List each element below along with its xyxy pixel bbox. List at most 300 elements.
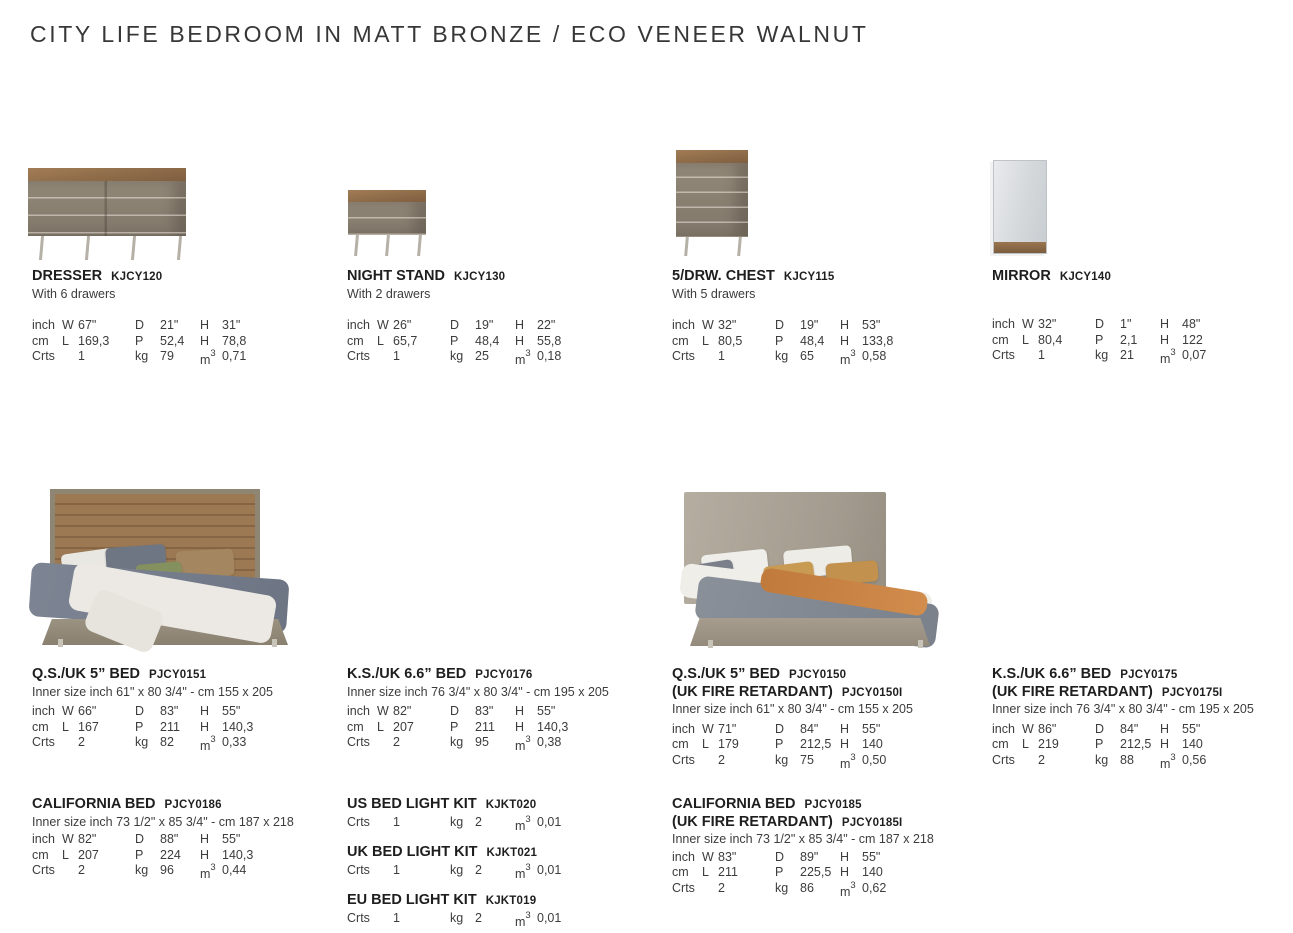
dresser-leg [177, 236, 182, 260]
volume-value: 0,18 [537, 349, 562, 363]
cube-sup: 3 [210, 862, 216, 873]
weight-cell [450, 735, 515, 755]
product-title [32, 268, 340, 286]
width-cell [702, 722, 775, 738]
dim-value: 55" [1182, 721, 1201, 736]
spec-table [672, 722, 980, 773]
dim-value: 2,1 [1120, 332, 1138, 347]
width-cell [1022, 317, 1095, 333]
spec-row-inch [672, 318, 980, 334]
dim-value: 55" [537, 704, 556, 718]
dim-value: 1" [1120, 317, 1132, 331]
spec-row-cm [992, 333, 1293, 349]
dim-value: 88" [160, 832, 179, 846]
width-cell [702, 850, 775, 866]
dim-value: 140,3 [222, 719, 254, 734]
height-cell [1160, 722, 1200, 738]
dim-value: 83" [160, 704, 179, 718]
cube-sup: 3 [525, 909, 531, 921]
spec-row-cm [672, 865, 980, 881]
depth-cell [775, 737, 840, 753]
m-letter: m [1160, 352, 1171, 367]
dim-value: 26" [393, 318, 412, 332]
spec-table [992, 722, 1293, 773]
inner-size: Inner size inch 73 1/2" x 85 3/4" - cm 187 x 218 [32, 814, 294, 829]
chest-top [676, 150, 748, 163]
kg-label: kg [450, 349, 464, 363]
product-code: KJCY115 [783, 271, 835, 283]
cartons-cell [377, 863, 450, 883]
product-code: PJCY0175 [1120, 669, 1178, 681]
volume-value: 0,38 [537, 735, 562, 749]
weight-value: 75 [800, 752, 814, 767]
cartons-value: 1 [718, 349, 725, 363]
m3-label [515, 863, 537, 883]
dim-letter: L [62, 719, 69, 734]
dim-letter: D [1095, 721, 1105, 736]
product-code2: PJCY0150I [841, 686, 903, 699]
dresser-top [28, 168, 186, 181]
dim-letter: W [62, 832, 74, 846]
product-code: KJCY140 [1059, 271, 1112, 283]
dim-letter: H [1160, 332, 1170, 347]
weight-value: 25 [475, 349, 489, 363]
product-title [672, 796, 980, 814]
inner-size: Inner size inch 73 1/2" x 85 3/4" - cm 187 x 218 [672, 832, 934, 846]
weight-value: 79 [160, 349, 174, 363]
nightstand-top [348, 190, 426, 202]
dim-letter [702, 753, 718, 773]
m3-label [200, 735, 222, 755]
spec-row-crts [672, 753, 980, 773]
kg-label: kg [775, 752, 789, 767]
volume-cell [515, 349, 561, 369]
dim-letter: W [377, 704, 389, 718]
m3-label [515, 815, 537, 835]
cartons-value: 2 [718, 752, 725, 767]
dim-value: 65,7 [393, 333, 418, 348]
dim-letter: H [1160, 737, 1170, 751]
unit-label: inch [992, 317, 1015, 331]
nightstand-leg [417, 235, 422, 256]
kg-label: kg [450, 862, 464, 877]
depth-cell [1095, 737, 1160, 753]
dim-letter: H [200, 847, 210, 862]
unit-label: cm [347, 719, 364, 734]
cartons-value: 1 [393, 862, 400, 877]
depth-cell [775, 722, 840, 738]
unit-label: cm [32, 847, 49, 862]
height-cell [200, 720, 253, 736]
dim-value: 167 [78, 719, 99, 734]
cartons-cell [1022, 753, 1095, 773]
m3-label [200, 349, 222, 369]
dim-letter: W [62, 318, 74, 332]
dim-value: 82" [78, 832, 97, 846]
dim-value: 55,8 [537, 333, 562, 348]
height-cell [515, 334, 561, 350]
nightstand-front [348, 202, 426, 235]
volume-value: 0,50 [862, 752, 887, 767]
product-title-line2 [672, 684, 980, 702]
dim-letter: H [840, 865, 850, 879]
weight-value: 21 [1120, 348, 1134, 362]
depth-cell [1095, 317, 1160, 333]
dim-letter: D [135, 832, 145, 846]
width-cell [1022, 722, 1095, 738]
height-cell [840, 865, 883, 881]
bed-image-wood-headboard [28, 487, 294, 647]
dim-value: 140 [1182, 737, 1203, 751]
m-letter: m [200, 867, 211, 882]
spec-row-crts [32, 735, 340, 755]
spec-table [672, 318, 980, 369]
width-cell [377, 720, 450, 736]
dim-value: 140,3 [537, 719, 569, 734]
cartons-value: 1 [78, 349, 85, 363]
volume-value: 0,07 [1182, 348, 1207, 362]
volume-cell [200, 735, 246, 755]
dim-letter [377, 735, 393, 755]
m3-label [515, 349, 537, 369]
chest-leg [737, 237, 742, 256]
volume-cell [840, 881, 886, 901]
cartons-value: 2 [1038, 752, 1045, 767]
unit-label: Crts [672, 880, 695, 895]
width-cell [377, 318, 450, 334]
product-code: PJCY0186 [164, 799, 222, 811]
dim-letter: H [840, 737, 850, 751]
unit-label: cm [32, 719, 49, 734]
volume-value: 0,58 [862, 349, 887, 363]
product-title [347, 892, 655, 910]
volume-value: 0,71 [222, 349, 247, 363]
width-cell [702, 865, 775, 881]
drawer-lines [676, 163, 748, 237]
depth-cell [450, 318, 515, 334]
dim-letter: L [702, 333, 709, 348]
spec-row-cm [672, 737, 980, 753]
spec-row-crts [992, 753, 1293, 773]
dresser-image [28, 168, 190, 260]
weight-value: 2 [475, 814, 482, 829]
spec-row-crts [347, 349, 655, 369]
spec-table [347, 863, 655, 883]
height-cell [1160, 737, 1203, 753]
height-cell [200, 334, 246, 350]
spec-row-cm [347, 720, 655, 736]
weight-value: 88 [1120, 752, 1134, 767]
product-subtitle: With 6 drawers [32, 286, 116, 301]
cartons-value: 2 [718, 880, 725, 895]
width-cell [1022, 333, 1095, 349]
unit-label: Crts [992, 348, 1015, 362]
bed-image-upholstered-headboard [668, 492, 944, 648]
cube-sup: 3 [1170, 751, 1176, 763]
product-name: NIGHT STAND [347, 268, 446, 284]
width-cell [702, 737, 775, 753]
dim-value: 225,5 [800, 865, 832, 879]
volume-value: 0,01 [537, 910, 562, 925]
depth-cell [135, 704, 200, 720]
cube-sup: 3 [525, 734, 531, 745]
product-block-qs-bed-fr [672, 666, 980, 772]
spec-row-crts [347, 863, 655, 883]
cube-sup: 3 [850, 348, 856, 359]
width-cell [62, 704, 135, 720]
product-code2: PJCY0175I [1161, 686, 1223, 699]
m-letter: m [515, 914, 526, 929]
unit-label: cm [672, 737, 689, 751]
dim-letter: P [135, 847, 144, 862]
kg-label: kg [135, 735, 149, 749]
cartons-cell [702, 753, 775, 773]
unit-label: Crts [32, 349, 55, 363]
dim-letter: P [135, 333, 144, 348]
nightstand-leg [354, 235, 359, 256]
cartons-cell [377, 349, 450, 369]
spec-row-inch [32, 704, 340, 720]
width-cell [62, 720, 135, 736]
width-cell [702, 318, 775, 334]
weight-value: 2 [475, 910, 482, 925]
dim-value: 32" [718, 318, 737, 332]
depth-cell [450, 720, 515, 736]
weight-cell [1095, 753, 1160, 773]
bed-foot [58, 639, 63, 647]
product-name: CALIFORNIA BED [672, 796, 796, 812]
volume-value: 0,56 [1182, 752, 1207, 767]
dim-value: 55" [222, 832, 241, 846]
dim-letter: H [840, 333, 850, 348]
depth-cell [1095, 722, 1160, 738]
dim-letter: L [62, 847, 69, 862]
chest-image [676, 150, 750, 256]
unit-label: inch [32, 318, 55, 332]
product-name2: (UK FIRE RETARDANT) [672, 813, 833, 830]
m-letter: m [200, 739, 211, 754]
dim-letter: H [200, 318, 210, 332]
dim-value: 52,4 [160, 333, 185, 348]
dim-letter: D [135, 318, 145, 332]
height-cell [840, 737, 883, 753]
unit-label: Crts [672, 349, 695, 363]
spec-row-cm [32, 848, 340, 864]
height-cell [515, 318, 555, 334]
dim-letter: H [515, 318, 525, 332]
unit-label: inch [672, 849, 695, 864]
width-cell [377, 334, 450, 350]
cartons-cell [62, 735, 135, 755]
unit-label: cm [32, 333, 49, 348]
height-cell [840, 334, 893, 350]
chest-leg [684, 237, 689, 256]
dim-value: 224 [160, 847, 181, 862]
page-title: CITY LIFE BEDROOM IN MATT BRONZE / ECO VENEER WALNUT [30, 21, 869, 48]
dim-letter: H [515, 333, 525, 348]
product-code2: PJCY0185I [841, 816, 903, 829]
spec-row-crts [32, 349, 340, 369]
unit-label: inch [347, 318, 370, 332]
weight-value: 96 [160, 863, 174, 877]
unit-label: Crts [992, 752, 1015, 767]
height-cell [515, 704, 555, 720]
m3-label [840, 349, 862, 369]
depth-cell [775, 850, 840, 866]
product-title [32, 796, 340, 814]
dim-letter [62, 349, 78, 369]
product-subtitle: With 5 drawers [672, 286, 756, 301]
product-code: KJKT021 [486, 847, 538, 859]
unit-label: Crts [347, 910, 370, 925]
cube-sup: 3 [1170, 347, 1176, 358]
m-letter: m [200, 353, 211, 368]
weight-cell [775, 349, 840, 369]
m3-label [1160, 753, 1182, 773]
product-block-california-bed-fr [672, 796, 980, 900]
dim-value: 207 [393, 719, 414, 734]
weight-value: 86 [800, 880, 814, 895]
width-cell [62, 848, 135, 864]
unit-label: inch [32, 832, 55, 846]
dim-value: 80,4 [1038, 332, 1063, 347]
volume-value: 0,01 [537, 814, 562, 829]
product-block-chest [672, 268, 980, 369]
m3-label [515, 911, 537, 931]
dim-letter: D [775, 318, 785, 332]
cube-sup: 3 [210, 348, 216, 359]
spec-row-crts [32, 863, 340, 883]
height-cell [200, 318, 240, 334]
product-code: PJCY0151 [148, 669, 207, 681]
product-code: PJCY0150 [788, 669, 847, 681]
dim-value: 48,4 [475, 333, 500, 348]
dim-value: 140 [862, 865, 883, 879]
dim-letter: P [775, 333, 784, 348]
dim-letter: P [775, 737, 784, 751]
dresser-front [28, 181, 186, 236]
dim-value: 48" [1182, 317, 1201, 331]
kg-label: kg [1095, 348, 1109, 362]
cube-sup: 3 [525, 813, 531, 825]
product-block-nightstand [347, 268, 655, 369]
depth-cell [450, 334, 515, 350]
spec-row-inch [672, 722, 980, 738]
dim-value: 86" [1038, 721, 1057, 736]
product-name: K.S./UK 6.6” BED [992, 666, 1112, 682]
weight-value: 65 [800, 349, 814, 363]
dim-letter: P [775, 865, 784, 879]
dim-letter: W [377, 318, 389, 332]
product-title [347, 666, 655, 684]
dim-letter: H [515, 704, 525, 718]
weight-cell [450, 863, 515, 883]
cartons-value: 2 [393, 735, 400, 749]
dim-letter [702, 881, 718, 901]
dim-value: 207 [78, 847, 99, 862]
unit-label: Crts [347, 735, 370, 749]
m-letter: m [515, 353, 526, 368]
m-letter: m [840, 756, 851, 771]
spec-row-crts [347, 815, 655, 835]
spec-row-cm [347, 334, 655, 350]
volume-cell [515, 815, 561, 835]
kg-label: kg [450, 814, 464, 829]
product-subtitle: With 2 drawers [347, 286, 431, 301]
product-block-mirror [992, 268, 1293, 368]
inner-size: Inner size inch 61" x 80 3/4" - cm 155 x 205 [32, 684, 273, 699]
unit-label: Crts [347, 814, 370, 829]
dim-value: 83" [475, 704, 494, 718]
product-code: KJKT019 [485, 895, 537, 907]
dim-value: 83" [718, 849, 737, 864]
dim-letter [1022, 753, 1038, 773]
spec-row-crts [672, 881, 980, 901]
cube-sup: 3 [850, 751, 856, 763]
volume-cell [840, 753, 886, 773]
dim-letter [377, 815, 393, 835]
cube-sup: 3 [525, 348, 531, 359]
spec-row-cm [32, 720, 340, 736]
volume-cell [200, 863, 246, 883]
dim-letter: H [200, 333, 210, 348]
product-name: EU BED LIGHT KIT [347, 892, 477, 908]
dim-value: 31" [222, 318, 241, 332]
product-code: KJCY120 [111, 271, 163, 283]
m3-label [840, 881, 862, 901]
weight-cell [1095, 348, 1160, 368]
dresser-leg [131, 236, 136, 260]
width-cell [62, 334, 135, 350]
depth-cell [450, 704, 515, 720]
cartons-value: 1 [1038, 348, 1045, 362]
dim-letter [377, 349, 393, 369]
cartons-cell [1022, 348, 1095, 368]
product-name2: (UK FIRE RETARDANT) [992, 683, 1153, 700]
cartons-value: 1 [393, 349, 400, 363]
dim-letter: H [840, 849, 850, 864]
bed-foot [272, 639, 277, 647]
dim-letter: W [1022, 317, 1034, 331]
kg-label: kg [450, 735, 464, 749]
cartons-value: 2 [78, 735, 85, 749]
weight-value: 95 [475, 735, 489, 749]
depth-cell [135, 318, 200, 334]
dim-value: 55" [862, 849, 881, 864]
height-cell [200, 848, 253, 864]
dim-value: 78,8 [222, 333, 247, 348]
dim-letter: L [1022, 332, 1029, 347]
weight-cell [450, 911, 515, 931]
cartons-cell [62, 863, 135, 883]
product-title [347, 796, 655, 814]
dim-letter: W [702, 318, 714, 332]
spec-table [347, 815, 655, 835]
spec-row-inch [672, 850, 980, 866]
product-block-us-light-kit [347, 796, 655, 834]
volume-value: 0,44 [222, 863, 247, 877]
dim-letter: W [62, 704, 74, 718]
spec-table [32, 704, 340, 755]
product-name2: (UK FIRE RETARDANT) [672, 683, 833, 700]
depth-cell [135, 334, 200, 350]
width-cell [1022, 737, 1095, 753]
cartons-cell [62, 349, 135, 369]
dim-letter: D [135, 704, 145, 718]
bed-foot [918, 640, 923, 648]
volume-cell [1160, 348, 1206, 368]
cartons-cell [377, 815, 450, 835]
